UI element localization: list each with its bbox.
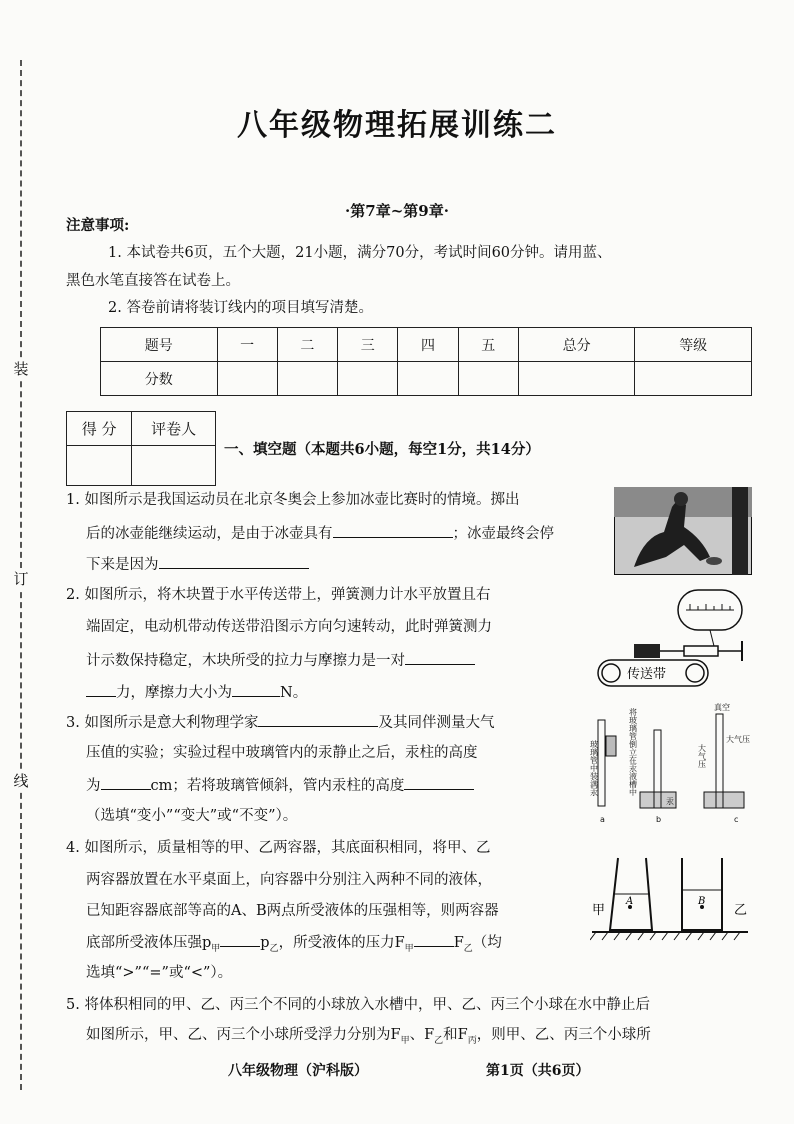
fig-a-letter: a xyxy=(600,815,605,824)
page-subtitle: ·第7章~第9章· xyxy=(345,202,449,220)
point-b-label: B xyxy=(698,896,706,907)
footer-page: 第1页（共6页） xyxy=(486,1063,590,1079)
q5-line-1: 5. 将体积相同的甲、乙、丙三个不同的小球放入水槽中，甲、乙、丙三个小球在水中静止后 xyxy=(66,997,650,1013)
q2-line-1: 2. 如图所示，将木块置于水平传送带上，弹簧测力计水平放置且右 xyxy=(66,587,491,603)
q2-blank-3[interactable] xyxy=(232,682,280,697)
fig-b-letter: b xyxy=(656,815,662,824)
q5-line-2: 如图所示，甲、乙、丙三个小球所受浮力分别为$F_甲$、$F_乙$和$F_丙$，则甲、乙、丙三个小球所 xyxy=(86,1027,651,1046)
notes-line-1a: 1. 本试卷共6页，五个大题，21小题，满分70分，考试时间60分钟。请用蓝、 xyxy=(108,245,612,261)
binding-char-2: 订 xyxy=(13,570,29,588)
grader-name-label: 评卷人 xyxy=(132,412,216,446)
score-cell[interactable] xyxy=(398,362,458,396)
q4-line-1: 4. 如图所示，质量相等的甲、乙两容器，其底面积相同，将甲、乙 xyxy=(66,840,491,856)
score-header: 四 xyxy=(398,328,458,362)
q3-line-3: 为 cm；若将玻璃管倾斜，管内汞柱的高度 xyxy=(86,775,474,796)
score-header: 等级 xyxy=(635,328,752,362)
torricelli-figure xyxy=(588,700,754,826)
q4-blank-2[interactable] xyxy=(414,932,454,947)
q4-line-2: 两容器放置在水平桌面上，向容器中分别注入两种不同的液体， xyxy=(86,872,492,888)
score-header: 二 xyxy=(277,328,337,362)
conveyor-figure xyxy=(594,586,752,694)
score-cell[interactable] xyxy=(518,362,635,396)
notes-heading: 注意事项: xyxy=(66,217,130,234)
grader-table xyxy=(66,411,216,486)
q2-line-3: 计示数保持稳定，木块所受的拉力与摩擦力是一对 xyxy=(86,650,475,671)
q1-line-3: 下来是因为 xyxy=(86,554,309,575)
q1-line-2: 后的冰壶能继续运动，是由于冰壶具有 ；冰壶最终会停 xyxy=(86,523,554,544)
score-cell[interactable] xyxy=(458,362,518,396)
q4-line-5: 选填“>”“=”或“<”）。 xyxy=(86,965,233,981)
fig-b-mercury: 汞 xyxy=(666,797,674,806)
score-row-label: 分数 xyxy=(101,362,218,396)
fig-c-pressure-2: 大气压 xyxy=(726,735,750,744)
score-header: 五 xyxy=(458,328,518,362)
score-cell[interactable] xyxy=(635,362,752,396)
q4-line-3: 已知距容器底部等高的A、B两点所受液体的压强相等，则两容器 xyxy=(86,903,499,919)
fig-c-vacuum: 真空 xyxy=(714,703,730,712)
notes-line-2: 2. 答卷前请将装订线内的项目填写清楚。 xyxy=(108,300,373,316)
q2-line-4: 力，摩擦力大小为 N。 xyxy=(86,682,307,703)
q3-line-2: 压值的实验；实验过程中玻璃管内的汞静止之后，汞柱的高度 xyxy=(86,745,478,761)
q1-line-1: 1. 如图所示是我国运动员在北京冬奥会上参加冰壶比赛时的情境。掷出 xyxy=(66,492,520,508)
notes-line-1b: 黑色水笔直接答在试卷上。 xyxy=(66,273,240,289)
grader-score-cell[interactable] xyxy=(67,446,132,486)
containers-figure xyxy=(590,852,754,944)
q3-line-1: 3. 如图所示是意大利物理学家 及其同伴测量大气 xyxy=(66,712,494,733)
q3-line-4: （选填“变小”“变大”或“不变”）。 xyxy=(86,808,298,824)
q2-blank-1[interactable] xyxy=(405,650,475,665)
container-jia-label: 甲 xyxy=(592,903,606,918)
score-header: 题号 xyxy=(101,328,218,362)
q1-blank-2[interactable] xyxy=(159,554,309,569)
point-a-label: A xyxy=(626,896,634,907)
conveyor-label: 传送带 xyxy=(627,667,667,682)
container-yi-label: 乙 xyxy=(734,903,748,918)
binding-char-1: 装 xyxy=(13,360,29,378)
fig-b-label: 将玻璃管倒立在汞液槽中 xyxy=(628,708,638,796)
score-header: 总分 xyxy=(518,328,635,362)
fig-a-label: 玻璃管中装满汞 xyxy=(589,740,599,796)
score-header: 一 xyxy=(217,328,277,362)
q3-blank-1[interactable] xyxy=(258,712,378,727)
binding-char-3: 线 xyxy=(13,772,29,790)
fig-c-pressure-1: 大气压 xyxy=(697,744,707,768)
score-cell[interactable] xyxy=(277,362,337,396)
q3-blank-3[interactable] xyxy=(404,775,474,790)
score-table xyxy=(100,327,752,396)
grader-name-cell[interactable] xyxy=(132,446,216,486)
score-cell[interactable] xyxy=(217,362,277,396)
q4-blank-1[interactable] xyxy=(220,932,260,947)
section1-title: 一、填空题（本题共6小题，每空1分，共14分） xyxy=(224,441,540,458)
page-title: 八年级物理拓展训练二 xyxy=(237,108,557,143)
q2-blank-2[interactable] xyxy=(86,682,116,697)
score-cell[interactable] xyxy=(338,362,398,396)
q3-blank-2[interactable] xyxy=(101,775,151,790)
q4-line-4: 底部所受液体压强$p_甲$ $p_乙$，所受液体的压力$F_甲$ $F_乙$（均 xyxy=(86,932,502,959)
footer-subject: 八年级物理（沪科版） xyxy=(228,1063,368,1079)
q2-line-2: 端固定，电动机带动传送带沿图示方向匀速转动，此时弹簧测力 xyxy=(86,619,492,635)
fig-c-letter: c xyxy=(734,815,739,824)
q1-blank-1[interactable] xyxy=(333,523,453,538)
score-header: 三 xyxy=(338,328,398,362)
curling-photo xyxy=(614,487,752,575)
grader-score-label: 得 分 xyxy=(67,412,132,446)
